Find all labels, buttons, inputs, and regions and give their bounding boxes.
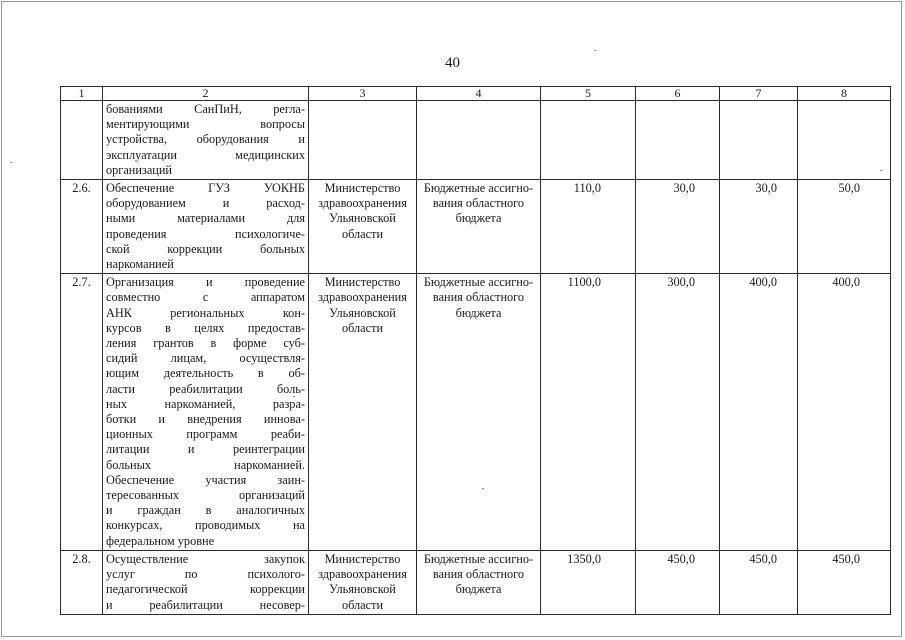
description-line: педагогической коррекции <box>106 582 305 597</box>
amount-total: 110,0 <box>573 181 601 196</box>
amount-year-2-cell <box>720 180 798 274</box>
description-cell <box>103 274 309 551</box>
amount-year-2: 450,0 <box>749 551 777 566</box>
funding-source-line: Бюджетные ассигно- <box>423 181 534 196</box>
description-line: сидий лицам, осуществля- <box>106 351 305 366</box>
amount-year-3-cell <box>798 274 891 551</box>
table-header-row <box>61 87 891 101</box>
description-line: курсов в целях предостав- <box>106 320 305 335</box>
executor-line: Министерство <box>324 551 401 566</box>
column-header: 3 <box>309 87 417 101</box>
description-line: Обеспечение участия заин- <box>106 472 305 487</box>
description-line: ционных программ реаби- <box>106 427 305 442</box>
program-table <box>60 86 891 615</box>
executor-line: области <box>341 597 384 612</box>
executor-line: Министерство <box>324 181 401 196</box>
description-line: конкурсах, проводимых на <box>106 518 305 533</box>
amount-year-3-cell <box>798 180 891 274</box>
executor-line: области <box>341 320 384 335</box>
table-row <box>61 274 891 551</box>
description-cell <box>103 550 309 614</box>
description-line: ления грантов в форме суб- <box>106 336 305 351</box>
executor-line: здравоохранения <box>318 567 407 582</box>
description-line: ской коррекции больных <box>106 241 305 256</box>
row-number: 2.6. <box>72 181 91 196</box>
description-line: ющим деятельность в об- <box>106 366 305 381</box>
description-line: услуг по психолого- <box>106 567 305 582</box>
description-line: и реабилитации несовер- <box>106 597 305 612</box>
amount-year-2-cell <box>720 101 798 180</box>
description-line: АНК региональных кон- <box>106 305 305 320</box>
funding-source-cell <box>417 550 541 614</box>
amount-year-3-cell <box>798 550 891 614</box>
funding-source-cell <box>417 101 541 180</box>
description-line: проведения психологиче- <box>106 226 305 241</box>
amount-year-3: 50,0 <box>838 181 860 196</box>
executor-line: Ульяновской <box>329 582 396 597</box>
amount-total-cell <box>541 180 636 274</box>
funding-source-line: Бюджетные ассигно- <box>423 551 534 566</box>
table-row <box>61 550 891 614</box>
funding-source-line: вания областного <box>432 290 525 305</box>
amount-total-cell <box>541 550 636 614</box>
description-line: бованиями СанПиН, регла- <box>106 102 305 116</box>
description-line: организаций <box>106 162 173 177</box>
description-line: литации и реинтеграции <box>106 442 305 457</box>
amount-year-2-cell <box>720 274 798 551</box>
executor-line: области <box>341 226 384 241</box>
column-header: 6 <box>636 87 720 101</box>
executor-cell <box>309 550 417 614</box>
funding-source-line: вания областного <box>432 196 525 211</box>
executor-line: Министерство <box>324 275 401 290</box>
funding-source-line: бюджета <box>455 582 502 597</box>
description-line: устройства, оборудования и <box>106 132 305 147</box>
row-number: 2.8. <box>72 551 91 566</box>
description-line: ных наркоманией, разра- <box>106 396 305 411</box>
amount-total: 1100,0 <box>567 275 601 290</box>
amount-year-2: 400,0 <box>749 275 777 290</box>
amount-year-1-cell <box>636 550 720 614</box>
amount-year-1: 450,0 <box>667 551 695 566</box>
description-line: ментирующими вопросы <box>106 117 305 132</box>
description-line: Обеспечение ГУЗ УОКНБ <box>106 181 305 196</box>
funding-source-line: бюджета <box>455 211 502 226</box>
description-line: совместно с аппаратом <box>106 290 305 305</box>
amount-year-2-cell <box>720 550 798 614</box>
scan-speck <box>880 170 882 171</box>
funding-source-line: вания областного <box>432 567 525 582</box>
funding-source-cell <box>417 180 541 274</box>
row-number-cell <box>61 180 103 274</box>
executor-cell <box>309 274 417 551</box>
row-number-cell <box>61 550 103 614</box>
description-line: Организация и проведение <box>106 275 305 290</box>
column-header: 8 <box>798 87 891 101</box>
scan-speck <box>482 488 484 489</box>
column-header: 5 <box>541 87 636 101</box>
description-line: тересованных организаций <box>106 488 305 503</box>
amount-total-cell <box>541 101 636 180</box>
amount-total: 1350,0 <box>567 551 601 566</box>
executor-cell <box>309 180 417 274</box>
description-line: больных наркоманией. <box>106 457 305 472</box>
funding-source-line: бюджета <box>455 305 502 320</box>
table-row <box>61 180 891 274</box>
amount-year-1-cell <box>636 274 720 551</box>
row-number-cell <box>61 274 103 551</box>
description-line: оборудованием и расход- <box>106 196 305 211</box>
executor-line: Ульяновской <box>329 305 396 320</box>
column-header: 7 <box>720 87 798 101</box>
amount-total-cell <box>541 274 636 551</box>
description-line: федеральном уровне <box>106 533 215 548</box>
description-cell <box>103 180 309 274</box>
funding-source-cell <box>417 274 541 551</box>
amount-year-1-cell <box>636 180 720 274</box>
amount-year-3: 450,0 <box>832 551 860 566</box>
row-number: 2.7. <box>72 275 91 290</box>
description-cell <box>103 101 309 180</box>
funding-source-line: Бюджетные ассигно- <box>423 275 534 290</box>
description-line: ботки и внедрения иннова- <box>106 412 305 427</box>
amount-year-3-cell <box>798 101 891 180</box>
description-line: и граждан в аналогичных <box>106 503 305 518</box>
description-line: ласти реабилитации боль- <box>106 381 305 396</box>
scan-speck <box>594 50 596 51</box>
page-number: 40 <box>445 55 460 71</box>
executor-line: здравоохранения <box>318 290 407 305</box>
row-number-cell <box>61 101 103 180</box>
column-header: 1 <box>61 87 103 101</box>
amount-year-1: 300,0 <box>667 275 695 290</box>
amount-year-2: 30,0 <box>755 181 777 196</box>
executor-line: Ульяновской <box>329 211 396 226</box>
description-line: ными материалами для <box>106 211 305 226</box>
scan-speck <box>293 396 295 397</box>
amount-year-1: 30,0 <box>673 181 695 196</box>
scan-speck <box>10 162 12 163</box>
description-line: Осуществление закупок <box>106 551 305 566</box>
description-line: эксплуатации медицинских <box>106 147 305 162</box>
executor-cell <box>309 101 417 180</box>
executor-line: здравоохранения <box>318 196 407 211</box>
amount-year-1-cell <box>636 101 720 180</box>
table-row <box>61 101 891 180</box>
description-line: наркоманией <box>106 257 174 272</box>
column-header: 2 <box>103 87 309 101</box>
column-header: 4 <box>417 87 541 101</box>
amount-year-3: 400,0 <box>832 275 860 290</box>
